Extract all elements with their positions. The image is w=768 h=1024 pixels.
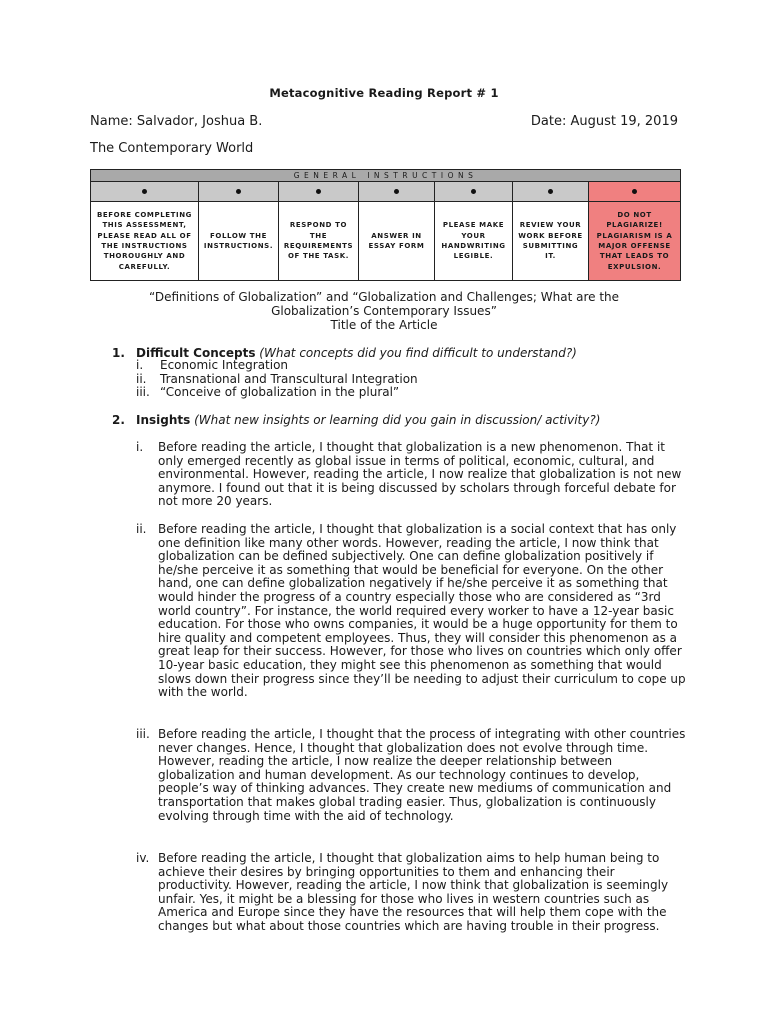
bullet-icon [394,189,399,194]
instruction-6: REVIEW YOUR WORK BEFORE SUBMITTING IT. [513,202,589,281]
bullet-icon [142,189,147,194]
instruction-text-row [91,202,681,281]
section-prompt: (What new insights or learning did you gain in discussion/ activity?) [194,413,601,427]
bullet-icon [236,189,241,194]
general-instructions-table [90,169,681,281]
instruction-number-1 [91,182,199,202]
instruction-4: ANSWER IN ESSAY FORM [359,202,435,281]
bullet-icon [471,189,476,194]
bullet-icon [632,189,637,194]
instruction-3: RESPOND TO THE REQUIREMENTS OF THE TASK. [279,202,359,281]
instruction-number-6 [513,182,589,202]
insight-item-2: ii. Before reading the article, I thought that globalization is a social context that has only one definition like many other words. However, reading the article, I now think that globalization can be defined subjectively. One can define globalization positively if he/she perceive it as something that would be beneficial for everyone. On the other hand, one can define globalization negatively if he/she perceive it as something that would hinder the progress of a country especially those who are considered as “3rd world country”. For instance, the world required every worker to have a 12-year basic education. For those who owns companies, it would be a huge opportunity for them to hire quality and competent employees. Thus, they will consider this phenomenon as a great leap for their success. However, for those who lives on countries which only offer 10-year basic education, they might see this phenomenon as something that would slows down their progress since they’ll be needing to adjust their curriculum to cope up with the world. [136,522,686,700]
insight-text: Before reading the article, I thought that globalization is a social context that has only one definition like many other words. However, reading the article, I now think that globalization can be defined subjectively. One can define globalization positively if he/she perceive it as something that would be beneficial for everyone. On the other hand, one can define globalization negatively if he/she perceive it as something that would hinder the progress of a country especially those who are considered as “3rd world country”. For instance, the world required every worker to have a 12-year basic education. For those who owns companies, it would be a huge opportunity for them to hire quality and competent employees. Thus, they will consider this phenomenon as a great leap for their success. However, for those who lives on countries which only offer 10-year basic education, they might see this phenomenon as something that would slows down their progress since they’ll be needing to adjust their curriculum to cope up with the world. [158,522,686,700]
instruction-number-7 [589,182,681,202]
list-item: i. Economic Integration [136,358,289,372]
article-title-line-2: Globalization’s Contemporary Issues” [271,304,497,318]
insight-text: Before reading the article, I thought that the process of integrating with other countries never changes. Hence, I thought that globalization does not evolve through time. However, reading the article, I now realize the deeper relationship between globalization and human development. As our technology continues to develop, people’s way of thinking advances. They create new mediums of communication and transportation that makes global trading easier. Thus, globalization is continuously evolving through time with the aid of technology. [158,727,686,823]
instruction-1: BEFORE COMPLETING THIS ASSESSMENT, PLEASE READ ALL OF THE INSTRUCTIONS THOROUGHLY AND CAREFULLY. [91,202,199,281]
name-date-row [90,114,678,129]
instruction-number-row [91,182,681,202]
instruction-5: PLEASE MAKE YOUR HANDWRITING LEGIBLE. [435,202,513,281]
section-number: 2. [112,413,125,427]
report-date: Date: August 19, 2019 [530,114,678,129]
insight-item-4: iv. Before reading the article, I thought that globalization aims to help human being to achieve their desires by bringing opportunities to them and enhancing their productivity. However, reading the article, I now think that globalization is seemingly unfair. Yes, it might be a blessing for those who lives in western countries such as America and Europe since they have the resources that will help them cope with the changes but what about those countries which are having trouble in their progress. [136,852,686,934]
article-title-block [100,290,668,332]
insight-item-1: i. Before reading the article, I thought that globalization is a new phenomenon. That it only emerged recently as global issue in terms of political, economic, cultural, and environmental. However, reading the article, I now realize that globalization is not new anymore. I found out that it is being discussed by scholars through forceful debate for not more 20 years. [136,441,686,509]
article-title-caption: Title of the Article [330,318,438,332]
instruction-7-plagiarism: DO NOT PLAGIARIZE! PLAGIARISM IS A MAJOR OFFENSE THAT LEADS TO EXPULSION. [589,202,681,281]
insight-item-3: iii. Before reading the article, I thought that the process of integrating with other countries never changes. Hence, I thought that globalization does not evolve through time. However, reading the article, I now realize the deeper relationship between globalization and human development. As our technology continues to develop, people’s way of thinking advances. They create new mediums of communication and transportation that makes global trading easier. Thus, globalization is continuously evolving through time with the aid of technology. [136,727,686,823]
article-title-line-1: “Definitions of Globalization” and “Globalization and Challenges; What are the [148,290,620,304]
student-name: Name: Salvador, Joshua B. [90,114,263,129]
bullet-icon [548,189,553,194]
list-item: iii. “Conceive of globalization in the plural” [136,385,400,399]
report-title: Metacognitive Reading Report # 1 [269,86,499,100]
bullet-icon [316,189,321,194]
course-name: The Contemporary World [90,141,254,156]
section-prompt: (What concepts did you find difficult to understand?) [259,346,577,360]
instruction-number-3 [279,182,359,202]
insight-text: Before reading the article, I thought that globalization aims to help human being to achieve their desires by bringing opportunities to them and enhancing their productivity. However, reading the article, I now think that globalization is seemingly unfair. Yes, it might be a blessing for those who lives in western countries such as America and Europe since they have the resources that will help them cope with the changes but what about those countries which are having trouble in their progress. [158,851,669,933]
section-insights-heading [112,413,600,427]
instruction-number-2 [199,182,279,202]
section-number: 1. [112,346,125,360]
instruction-2: FOLLOW THE INSTRUCTIONS. [199,202,279,281]
instruction-number-4 [359,182,435,202]
section-heading: Insights [136,413,191,427]
difficult-concepts-list [136,359,418,400]
insight-text: Before reading the article, I thought that globalization is a new phenomenon. That it only emerged recently as global issue in terms of political, economic, cultural, and environmental. However, reading the article, I now realize that globalization is not new anymore. I found out that it is being discussed by scholars through forceful debate for not more 20 years. [158,440,682,509]
list-item: ii. Transnational and Transcultural Integration [136,371,418,386]
section-heading: Difficult Concepts [136,346,256,360]
instruction-number-5 [435,182,513,202]
instructions-header: GENERAL INSTRUCTIONS [91,170,681,182]
